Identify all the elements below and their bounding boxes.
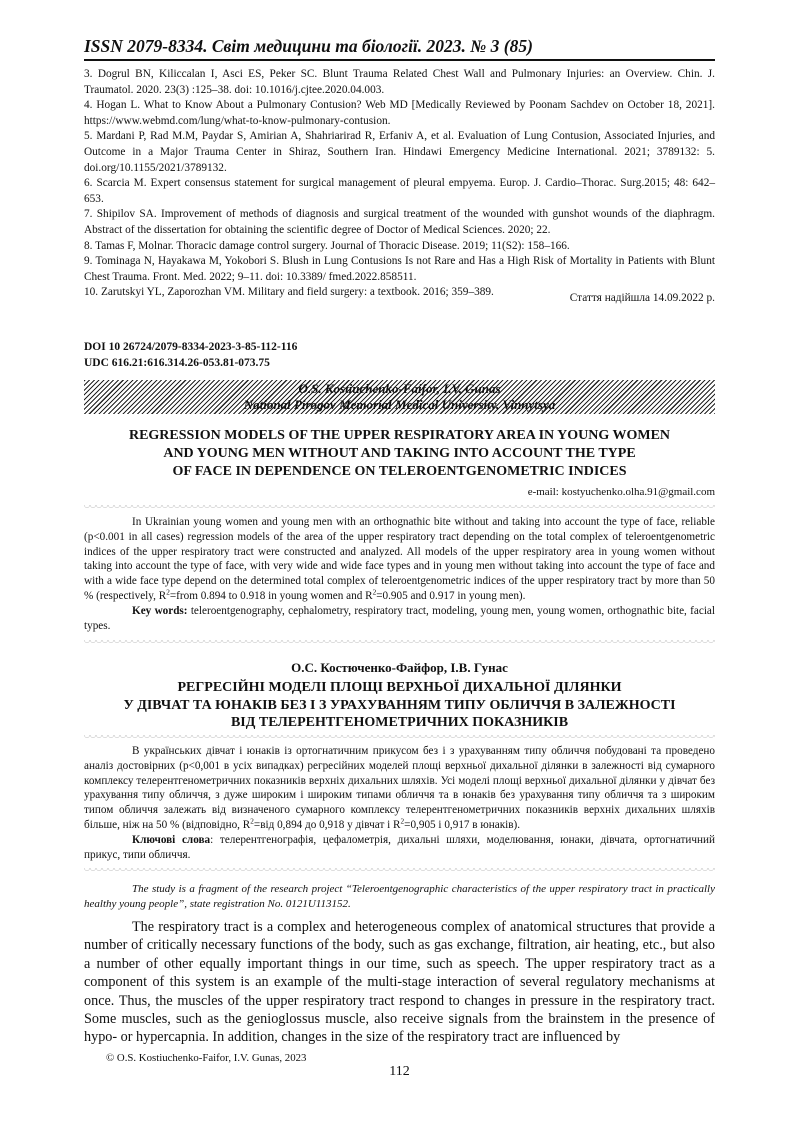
doi-udc-block	[84, 340, 297, 371]
reference-item: 9. Tominaga N, Hayakawa M, Yokobori S. Blush in Lung Contusions Is not Rare and Has a High Risk of Mortality in Patients with Blunt Chest Trauma. Front. Med. 2022; 9–11. doi: 10.3389/ fmed.2022.858511.	[84, 255, 715, 283]
article-title-ua	[84, 679, 715, 732]
keywords-en: Key words: teleroentgenography, cephalometry, respiratory tract, modeling, young men, young women, orthognathic bite, facial types.	[84, 604, 715, 632]
reference-item: 3. Dogrul BN, Kiliccalan I, Asci ES, Peker SC. Blunt Trauma Related Chest Wall and Pulmonary Injuries: an Overview. Chin. J. Traumatol. 2020. 23(3) :125–38. doi: 10.1016/j.cjtee.2020.04.003.	[84, 68, 715, 96]
reference-item: 5. Mardani P, Rad M.M, Paydar S, Amirian A, Shahriarirad R, Erfaniv A, et al. Evaluation of Lung Contusion, Associated Injuries, and Outcome in a Major Trauma Center in Shiraz, Southern Iran. Hindawi Emergency Medicine International. 2021; 3789132: 5. doi.org/10.1155/2021/3789132.	[84, 130, 715, 174]
keywords-label: Key words:	[132, 604, 188, 617]
keywords-label: Ключові слова	[132, 833, 211, 846]
doi-text: DOI 10 26724/2079-8334-2023-3-85-112-116	[84, 341, 298, 353]
project-note: The study is a fragment of the research project “Teleroentgenographic characteristics of the upper respiratory tract in practically healthy young people”, state registration No. 0121U113152.	[84, 883, 715, 910]
reference-list	[84, 67, 715, 301]
authors-banner	[84, 380, 715, 414]
author-email: e-mail: kostyuchenko.olha.91@gmail.com	[527, 486, 715, 498]
title-line: AND YOUNG MEN WITHOUT AND TAKING INTO ACCOUNT THE TYPE	[163, 446, 636, 461]
abstract-en	[84, 515, 715, 633]
abstract-ua	[84, 744, 715, 862]
reference-item: 6. Scarcia M. Expert consensus statement for surgical management of pleural empyema. Europ. J. Cardio–Thorac. Surg.2015; 48: 642–653.	[84, 177, 715, 205]
journal-running-header: ISSN 2079-8334. Світ медицини та біології. 2023. № 3 (85)	[84, 35, 715, 61]
authors-ua: О.С. Костюченко-Файфор, І.В. Гунас	[291, 660, 508, 675]
keywords-ua: Ключові слова: телерентгенографія, цефалометрія, дихальні шляхи, моделювання, юнаки, дівчата, ортогнатичний прикус, типи обличчя.	[84, 833, 715, 861]
page-number: 112	[389, 1064, 410, 1079]
title-line: ВІД ТЕЛЕРЕНТГЕНОМЕТРИЧНИХ ПОКАЗНИКІВ	[230, 715, 569, 730]
wavy-divider	[84, 640, 715, 646]
udc-text: UDC 616.21:616.314.26-053.81-073.75	[84, 356, 270, 369]
title-line: У ДІВЧАТ ТА ЮНАКІВ БЕЗ І З УРАХУВАННЯМ ТИПУ ОБЛИЧЧЯ В ЗАЛЕЖНОСТІ	[123, 697, 676, 713]
wavy-divider	[84, 868, 715, 874]
reference-item: 7. Shipilov SA. Improvement of methods of diagnosis and surgical treatment of the wounded with gunshot wounds of the diaphragm. Abstract of the dissertation for obtaining the scientific degree of Doctor of Medical Sciences. 2020; 22.	[84, 208, 715, 236]
article-title-en	[84, 427, 715, 481]
wavy-divider	[84, 735, 715, 741]
affiliation-en: National Pirogov Memorial Medical University, Vinnytsya	[243, 397, 556, 412]
reference-item: 4. Hogan L. What to Know About a Pulmonary Contusion? Web MD [Medically Reviewed by Poonam Sachdev on October 18, 2021]. https://www.webmd.com/lung/what-to-know-pulmonary-contusion.	[84, 99, 715, 127]
copyright-notice: © O.S. Kostiuchenko-Faifor, I.V. Gunas, 2023	[106, 1052, 307, 1064]
authors-en: O.S. Kostiuchenko-Faifor, I.V. Gunas	[298, 381, 501, 396]
reference-item: 8. Tamas F, Molnar. Thoracic damage control surgery. Journal of Thoracic Disease. 2019; 11(S2): 158–166.	[84, 239, 570, 252]
title-line: REGRESSION MODELS OF THE UPPER RESPIRATORY AREA IN YOUNG WOMEN	[128, 428, 671, 443]
body-paragraph: The respiratory tract is a complex and heterogeneous complex of anatomical structures that provide a number of critically necessary functions of the body, such as gas exchange, filtration, air heating, etc., but also a number of other equally important things in our time, such as speech. The upper respiratory tract as a component of this system is an example of the multi-stage interaction of several regulatory mechanisms at once. Thus, the muscles of the upper respiratory tract respond to changes in pressure in the respiratory tract. Some muscles, such as the genioglossus muscle, also receive signals from the brainstem in the presence of hypo- or hypercapnia. In addition, changes in the size of the respiratory tract are influenced by	[84, 919, 715, 1046]
abstract-en-text: In Ukrainian young women and young men with an orthognathic bite without and taking into account the type of face, reliable (p<0.001 in all cases) regression models of the area of the upper respiratory tract depending on the total complex of teleroentgenometric indices of the upper respiratory tract were constructed and analyzed. All models of the upper respiratory area in young women without taking into account the type of face, with very wide and wide face types and in young men without taking into account the type of face and with a wide face type depend on the determined total complex of teleroentgenometric indices of the upper respiratory tract by more than 50 % (respectively, $R^2=from$ 0.894 to 0.918 in young women and $R^2=0.905$ and 0.917 in young men).	[84, 516, 715, 602]
abstract-ua-text: В українських дівчат і юнаків із ортогнатичним прикусом без і з урахуванням типу обличчя побудовані та проведено аналіз достовірних (p<0,001 в усіх випадках) регресійних моделей площі верхньої дихальної ділянки в залежності від сумарного комплексу телерентгенометричних показників верхніх дихальних шляхів. Усі моделі площі верхньої дихальної ділянки у дівчат без урахування типу обличчя, з дуже широким і широким типами обличчя та в юнаків без урахування типу обличчя та з широким типом обличчя залежать від визначеного сумарного комплексу телерентгенометричних показників верхніх дихальних шляхів більше, ніж на 50 % (відповідно, $R^2=від$ 0,894 до 0,918 у дівчат і $R^2=0,905$ і 0,917 в юнаків).	[84, 745, 715, 831]
title-line: РЕГРЕСІЙНІ МОДЕЛІ ПЛОЩІ ВЕРХНЬОЇ ДИХАЛЬНОЇ ДІЛЯНКИ	[177, 680, 622, 695]
received-date: Стаття надійшла 14.09.2022 р.	[569, 292, 715, 304]
title-line: OF FACE IN DEPENDENCE ON TELEROENTGENOMETRIC INDICES	[172, 464, 627, 479]
wavy-divider	[84, 505, 715, 511]
reference-item: 10. Zarutskyi YL, Zaporozhan VM. Military and field surgery: a textbook. 2016; 359–389.	[84, 286, 494, 299]
